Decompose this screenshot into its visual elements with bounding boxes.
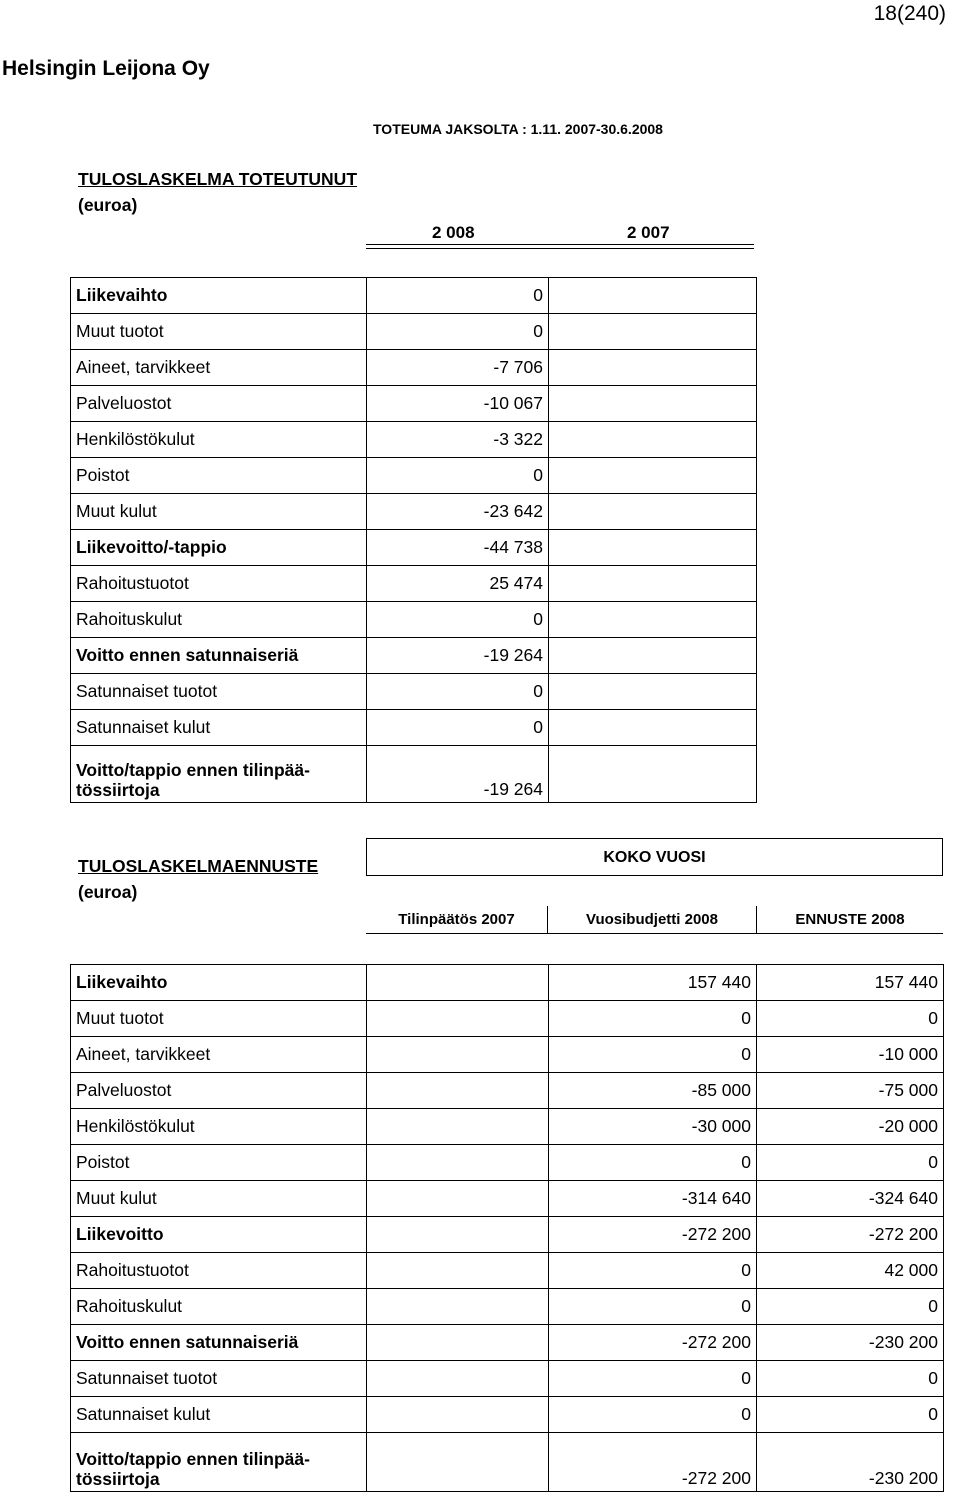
table-row: [71, 965, 944, 1001]
row-label: Liikevaihto: [71, 278, 367, 314]
value-2008: 25 474: [367, 566, 549, 602]
table-row: [71, 602, 757, 638]
row-label: Henkilöstökulut: [71, 1109, 367, 1145]
table-row: [71, 386, 757, 422]
row-label: Satunnaiset kulut: [71, 710, 367, 746]
forecast-income-table: [70, 964, 944, 1492]
row-label: Liikevoitto/-tappio: [71, 530, 367, 566]
table-row: [71, 350, 757, 386]
value-forecast-2008: -230 200: [757, 1325, 944, 1361]
table-row: [71, 1433, 944, 1492]
value-financial-statement-2007: [367, 1397, 549, 1433]
value-annual-budget-2008: 0: [549, 1253, 757, 1289]
value-forecast-2008: -230 200: [757, 1433, 944, 1492]
value-2008: -3 322: [367, 422, 549, 458]
value-2008: 0: [367, 278, 549, 314]
row-label: Muut tuotot: [71, 314, 367, 350]
table-row: [71, 1145, 944, 1181]
value-2007: [549, 314, 757, 350]
column-header-annual-budget-2008: Vuosibudjetti 2008: [548, 906, 757, 933]
value-2007: [549, 566, 757, 602]
actual-title-line2: (euroa): [78, 195, 138, 215]
table-row: [71, 1289, 944, 1325]
value-2008: 0: [367, 602, 549, 638]
row-label: Muut kulut: [71, 1181, 367, 1217]
row-label: Rahoituskulut: [71, 602, 367, 638]
value-financial-statement-2007: [367, 1325, 549, 1361]
table-row: [71, 1325, 944, 1361]
row-label: Aineet, tarvikkeet: [71, 350, 367, 386]
value-2007: [549, 602, 757, 638]
row-label: Voitto/tappio ennen tilinpää- tössiirtoja: [71, 1433, 367, 1492]
full-year-group-header: [366, 838, 943, 876]
table-row: [71, 1217, 944, 1253]
value-annual-budget-2008: 0: [549, 1361, 757, 1397]
value-annual-budget-2008: -314 640: [549, 1181, 757, 1217]
table-row: [71, 638, 757, 674]
value-2008: -23 642: [367, 494, 549, 530]
table-row: [71, 1109, 944, 1145]
value-annual-budget-2008: -272 200: [549, 1217, 757, 1253]
value-forecast-2008: -75 000: [757, 1073, 944, 1109]
table-row: [71, 1253, 944, 1289]
value-forecast-2008: -10 000: [757, 1037, 944, 1073]
table-row: [71, 566, 757, 602]
value-financial-statement-2007: [367, 1073, 549, 1109]
table-row: [71, 1037, 944, 1073]
value-annual-budget-2008: 157 440: [549, 965, 757, 1001]
row-label: Henkilöstökulut: [71, 422, 367, 458]
row-label: Muut kulut: [71, 494, 367, 530]
value-annual-budget-2008: -272 200: [549, 1325, 757, 1361]
period-label: TOTEUMA JAKSOLTA : 1.11. 2007-30.6.2008: [373, 121, 663, 137]
value-financial-statement-2007: [367, 1037, 549, 1073]
page-number: 18(240): [873, 2, 946, 25]
forecast-title-line1: TULOSLASKELMAENNUSTE: [78, 856, 319, 876]
value-2007: [549, 494, 757, 530]
company-name: Helsingin Leijona Oy: [2, 57, 210, 80]
table-row: [71, 1361, 944, 1397]
value-forecast-2008: 0: [757, 1001, 944, 1037]
value-2008: 0: [367, 458, 549, 494]
actual-title-line1: TULOSLASKELMA TOTEUTUNUT: [78, 169, 358, 189]
actual-year-2007-header: 2 007: [627, 223, 670, 242]
table-row: [71, 1181, 944, 1217]
row-label: Satunnaiset kulut: [71, 1397, 367, 1433]
value-2008: 0: [367, 710, 549, 746]
table-row: [71, 314, 757, 350]
value-forecast-2008: 0: [757, 1289, 944, 1325]
value-2007: [549, 422, 757, 458]
value-annual-budget-2008: 0: [549, 1145, 757, 1181]
table-row: [71, 710, 757, 746]
row-label: Satunnaiset tuotot: [71, 674, 367, 710]
value-annual-budget-2008: 0: [549, 1289, 757, 1325]
row-label: Satunnaiset tuotot: [71, 1361, 367, 1397]
row-label: Palveluostot: [71, 386, 367, 422]
value-financial-statement-2007: [367, 1109, 549, 1145]
forecast-column-headers: [366, 906, 943, 934]
row-label: Voitto/tappio ennen tilinpää- tössiirtoja: [71, 746, 367, 803]
value-2007: [549, 710, 757, 746]
row-label: Poistot: [71, 458, 367, 494]
table-row: [71, 278, 757, 314]
actual-year-2008-header: 2 008: [432, 223, 475, 242]
row-label: Palveluostot: [71, 1073, 367, 1109]
table-row: [71, 494, 757, 530]
value-2008: -19 264: [367, 638, 549, 674]
header-double-rule-top: [366, 244, 754, 245]
value-2008: -7 706: [367, 350, 549, 386]
value-forecast-2008: 0: [757, 1361, 944, 1397]
row-label: Aineet, tarvikkeet: [71, 1037, 367, 1073]
column-header-financial-statement-2007: Tilinpäätös 2007: [366, 906, 548, 933]
value-forecast-2008: 157 440: [757, 965, 944, 1001]
row-label: Liikevoitto: [71, 1217, 367, 1253]
value-annual-budget-2008: 0: [549, 1397, 757, 1433]
row-label: Rahoituskulut: [71, 1289, 367, 1325]
row-label: Voitto ennen satunnaiseriä: [71, 638, 367, 674]
value-financial-statement-2007: [367, 1433, 549, 1492]
value-financial-statement-2007: [367, 1253, 549, 1289]
value-annual-budget-2008: -30 000: [549, 1109, 757, 1145]
value-financial-statement-2007: [367, 1361, 549, 1397]
value-annual-budget-2008: -272 200: [549, 1433, 757, 1492]
row-label: Rahoitustuotot: [71, 1253, 367, 1289]
value-2007: [549, 458, 757, 494]
table-row: [71, 674, 757, 710]
table-row: [71, 458, 757, 494]
value-2008: -10 067: [367, 386, 549, 422]
actual-income-statement-title: [78, 166, 357, 218]
row-label: Liikevaihto: [71, 965, 367, 1001]
value-financial-statement-2007: [367, 1289, 549, 1325]
value-annual-budget-2008: 0: [549, 1037, 757, 1073]
value-forecast-2008: 0: [757, 1145, 944, 1181]
value-forecast-2008: 0: [757, 1397, 944, 1433]
value-forecast-2008: -20 000: [757, 1109, 944, 1145]
actual-income-table: [70, 277, 757, 803]
forecast-income-statement-title: [78, 853, 318, 905]
value-2008: -19 264: [367, 746, 549, 803]
header-double-rule-bottom: [366, 248, 754, 249]
value-annual-budget-2008: -85 000: [549, 1073, 757, 1109]
value-financial-statement-2007: [367, 1001, 549, 1037]
table-row: [71, 530, 757, 566]
value-financial-statement-2007: [367, 1145, 549, 1181]
row-label: Voitto ennen satunnaiseriä: [71, 1325, 367, 1361]
value-2008: -44 738: [367, 530, 549, 566]
value-forecast-2008: -324 640: [757, 1181, 944, 1217]
value-2008: 0: [367, 674, 549, 710]
value-2008: 0: [367, 314, 549, 350]
value-annual-budget-2008: 0: [549, 1001, 757, 1037]
table-row: [71, 1001, 944, 1037]
value-forecast-2008: 42 000: [757, 1253, 944, 1289]
value-2007: [549, 386, 757, 422]
value-financial-statement-2007: [367, 1217, 549, 1253]
row-label: Muut tuotot: [71, 1001, 367, 1037]
full-year-label: KOKO VUOSI: [603, 849, 706, 866]
value-2007: [549, 638, 757, 674]
value-2007: [549, 278, 757, 314]
value-2007: [549, 530, 757, 566]
value-2007: [549, 746, 757, 803]
value-2007: [549, 350, 757, 386]
value-financial-statement-2007: [367, 965, 549, 1001]
value-2007: [549, 674, 757, 710]
row-label: Poistot: [71, 1145, 367, 1181]
row-label: Rahoitustuotot: [71, 566, 367, 602]
value-financial-statement-2007: [367, 1181, 549, 1217]
table-row: [71, 1397, 944, 1433]
column-header-forecast-2008: ENNUSTE 2008: [795, 911, 905, 928]
forecast-title-line2: (euroa): [78, 882, 138, 902]
value-forecast-2008: -272 200: [757, 1217, 944, 1253]
table-row: [71, 1073, 944, 1109]
table-row: [71, 746, 757, 803]
table-row: [71, 422, 757, 458]
